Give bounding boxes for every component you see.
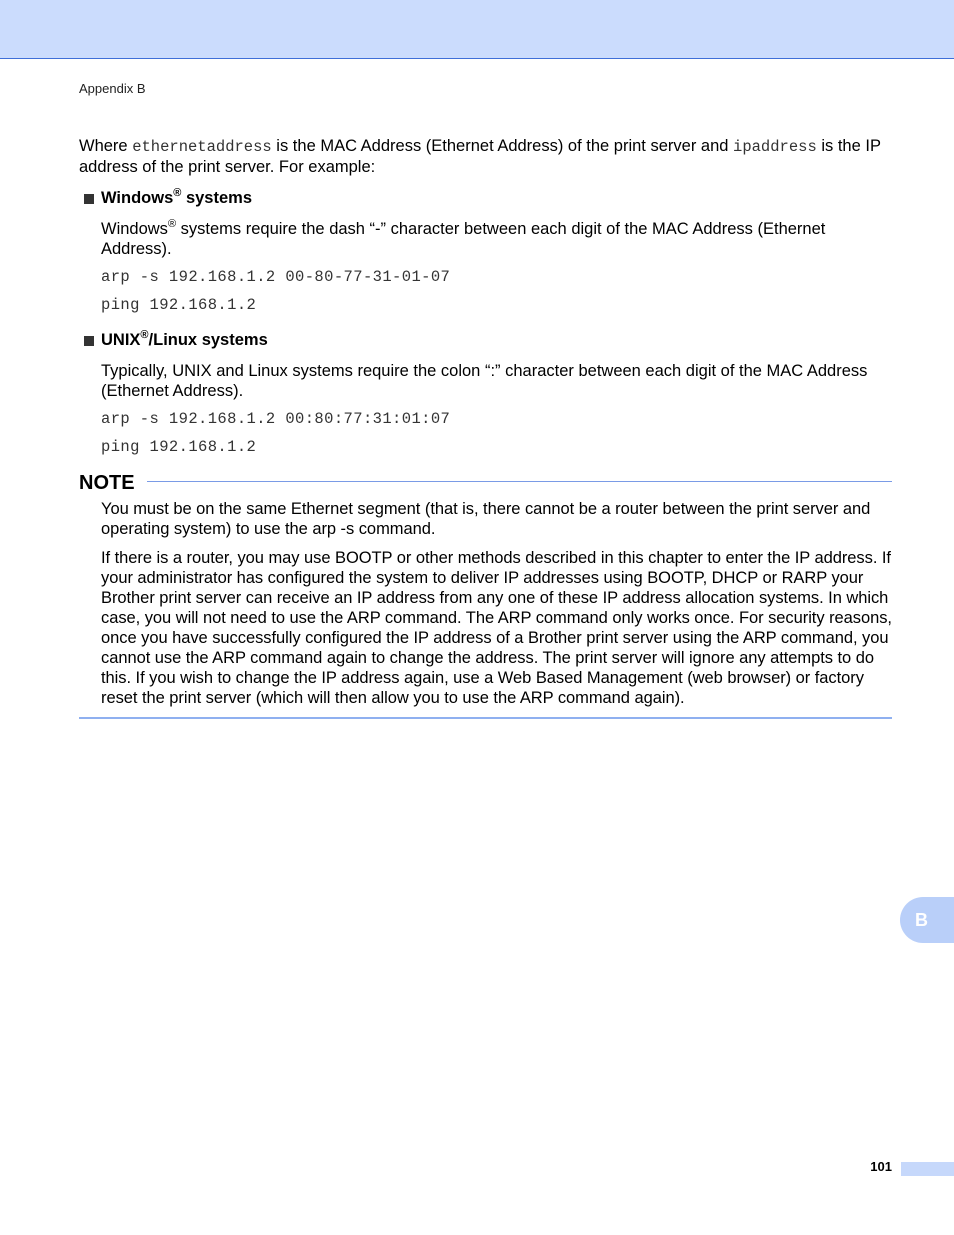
- note-divider: [147, 481, 892, 482]
- unix-heading: [79, 329, 892, 351]
- running-header: Appendix B: [79, 81, 146, 96]
- page-number: 101: [870, 1159, 892, 1174]
- intro-text-2: is the MAC Address (Ethernet Address) of the print server and: [271, 137, 734, 155]
- windows-heading-tail: systems: [181, 189, 253, 207]
- note-bottom-divider: [79, 717, 892, 719]
- note-header: [79, 471, 892, 497]
- registered-mark: ®: [167, 218, 177, 230]
- unix-ping-command: ping 192.168.1.2: [101, 438, 257, 456]
- note-title: NOTE: [79, 471, 147, 495]
- note-body: [79, 499, 892, 708]
- windows-description: [101, 219, 892, 259]
- windows-section: [79, 187, 892, 315]
- windows-body-start: Windows: [101, 220, 168, 238]
- chapter-tab: B: [900, 897, 954, 943]
- registered-mark: ®: [140, 329, 149, 341]
- registered-mark: ®: [173, 187, 182, 199]
- intro-paragraph: [79, 136, 892, 177]
- page-content: [79, 136, 892, 719]
- windows-body-rest: systems require the dash “-” character between each digit of the MAC Address (Ethernet Address).: [101, 220, 826, 258]
- intro-text-3: is the IP address of the print server. For example:: [79, 137, 881, 176]
- unix-arp-command: arp -s 192.168.1.2 00:80:77:31:01:07: [101, 410, 451, 428]
- square-bullet-icon: [84, 194, 94, 204]
- unix-section: [79, 329, 892, 457]
- code-ipaddress: ipaddress: [733, 138, 817, 156]
- unix-description: Typically, UNIX and Linux systems require the colon “:” character between each digit of the MAC Address (Ethernet Address).: [101, 362, 868, 400]
- windows-arp-command: arp -s 192.168.1.2 00-80-77-31-01-07: [101, 268, 451, 286]
- code-ethernetaddress: ethernetaddress: [132, 138, 272, 156]
- intro-text-1: Where: [79, 137, 133, 155]
- windows-heading-text: Windows: [101, 189, 174, 207]
- note-paragraph-2: If there is a router, you may use BOOTP or other methods described in this chapter to enter the IP address. If your administrator has configured the system to deliver IP addresses using BOOTP, DHCP or RARP your Brother print server can receive an IP address from any one of these IP address allocation systems. In which case, you will not need to use the ARP command. The ARP command only works once. For security reasons, once you have successfully configured the IP address of a Brother print server using the ARP command, you cannot use the ARP command again to change the address. The print server will ignore any attempts to do this. If you wish to change the IP address again, use a Web Based Management (web browser) or factory reset the print server (which will then allow you to use the ARP command again).: [101, 549, 892, 707]
- unix-heading-text: UNIX: [101, 331, 141, 349]
- header-band: [0, 0, 954, 59]
- square-bullet-icon: [84, 336, 94, 346]
- unix-heading-tail: /Linux systems: [148, 331, 268, 349]
- windows-heading: [79, 187, 892, 209]
- page-number-bar: [901, 1162, 954, 1176]
- note-paragraph-1: You must be on the same Ethernet segment (that is, there cannot be a router between the print server and operating system) to use the arp -s command.: [101, 500, 871, 538]
- windows-ping-command: ping 192.168.1.2: [101, 296, 257, 314]
